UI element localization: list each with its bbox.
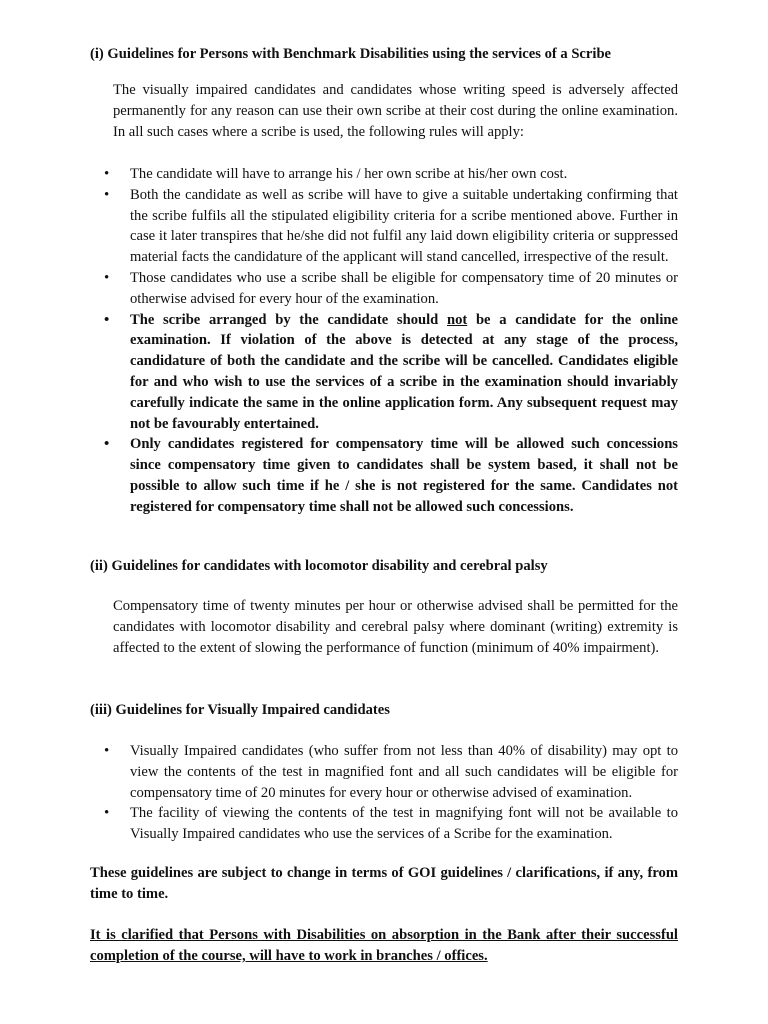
section3-bullet-list <box>0 741 678 845</box>
list-item <box>0 185 678 268</box>
bullet-text: Visually Impaired candidates (who suffer from not less than 40% of disability) may opt to view the contents of the test in magnified font and all such candidates will be eligible for compensatory time of 20 minutes for every hour or otherwise advised of examination. <box>130 743 678 801</box>
closing-note: These guidelines are subject to change in terms of GOI guidelines / clarifications, if any, from time to time. <box>90 865 678 902</box>
section1-bullet-list <box>0 164 678 518</box>
bullet-text: Only candidates registered for compensatory time will be allowed such concessions since compensatory time given to candidates shall be system based, it shall not be possible to allow such time if he / she is not registered for the same. Candidates not registered for compensatory time shall not be allowed such concessions. <box>130 436 678 515</box>
list-item <box>0 164 678 185</box>
bullet-icon: • <box>104 743 110 759</box>
section1-intro: The visually impaired candidates and candidates whose writing speed is adversely affected permanently for any reason can use their own scribe at their cost during the online examination. In all such cases where a scribe is used, the following rules will apply: <box>113 82 678 140</box>
bullet-text: Both the candidate as well as scribe will have to give a suitable undertaking confirming that the scribe fulfils all the stipulated eligibility criteria for a scribe mentioned above. Further in case it later transpires that he/she did not fulfil any laid down eligibility criteria or suppressed material facts the candidature of the applicant will stand cancelled, irrespective of the result. <box>130 186 678 266</box>
underlined-word: not <box>446 311 468 328</box>
bullet-icon: • <box>104 311 110 328</box>
bullet-icon: • <box>104 186 110 203</box>
bullet-text: The facility of viewing the contents of the test in magnifying font will not be available to Visually Impaired candidates who use the services of a Scribe for the examination. <box>130 805 678 843</box>
bullet-text: The candidate will have to arrange his / her own scribe at his/her own cost. <box>130 166 568 182</box>
section3-heading: (iii) Guidelines for Visually Impaired candidates <box>90 702 390 718</box>
section2-body: Compensatory time of twenty minutes per hour or otherwise advised shall be permitted for the candidates with locomotor disability and cerebral palsy where dominant (writing) extremity is affected to the extent of slowing the performance of function (minimum of 40% impairment). <box>113 598 678 656</box>
list-item <box>0 741 678 803</box>
list-item <box>0 803 678 845</box>
list-item <box>0 268 678 310</box>
list-item <box>0 310 678 435</box>
bullet-text-before: The scribe arranged by the candidate should <box>130 311 447 328</box>
bullet-icon: • <box>104 166 110 182</box>
closing-clarification: It is clarified that Persons with Disabilities on absorption in the Bank after their successful completion of the course, will have to work in branches / offices. <box>90 927 678 964</box>
bullet-icon: • <box>104 805 110 822</box>
bullet-text-after: be a candidate for the online examination. If violation of the above is detected at any stage of the process, candidature of both the candidate and the scribe will be cancelled. Candidates eligible for and who wish to use the services of a scribe in the examination should invariably carefully indicate the same in the online application form. Any subsequent request may not be favourably entertained. <box>130 311 678 432</box>
bullet-icon: • <box>104 436 110 453</box>
section1-heading: (i) Guidelines for Persons with Benchmark Disabilities using the services of a Scribe <box>90 46 612 62</box>
bullet-text: Those candidates who use a scribe shall be eligible for compensatory time of 20 minutes or otherwise advised for every hour of the examination. <box>130 269 678 307</box>
section2-heading: (ii) Guidelines for candidates with locomotor disability and cerebral palsy <box>90 558 548 574</box>
list-item <box>0 434 678 517</box>
bullet-icon: • <box>104 269 110 286</box>
